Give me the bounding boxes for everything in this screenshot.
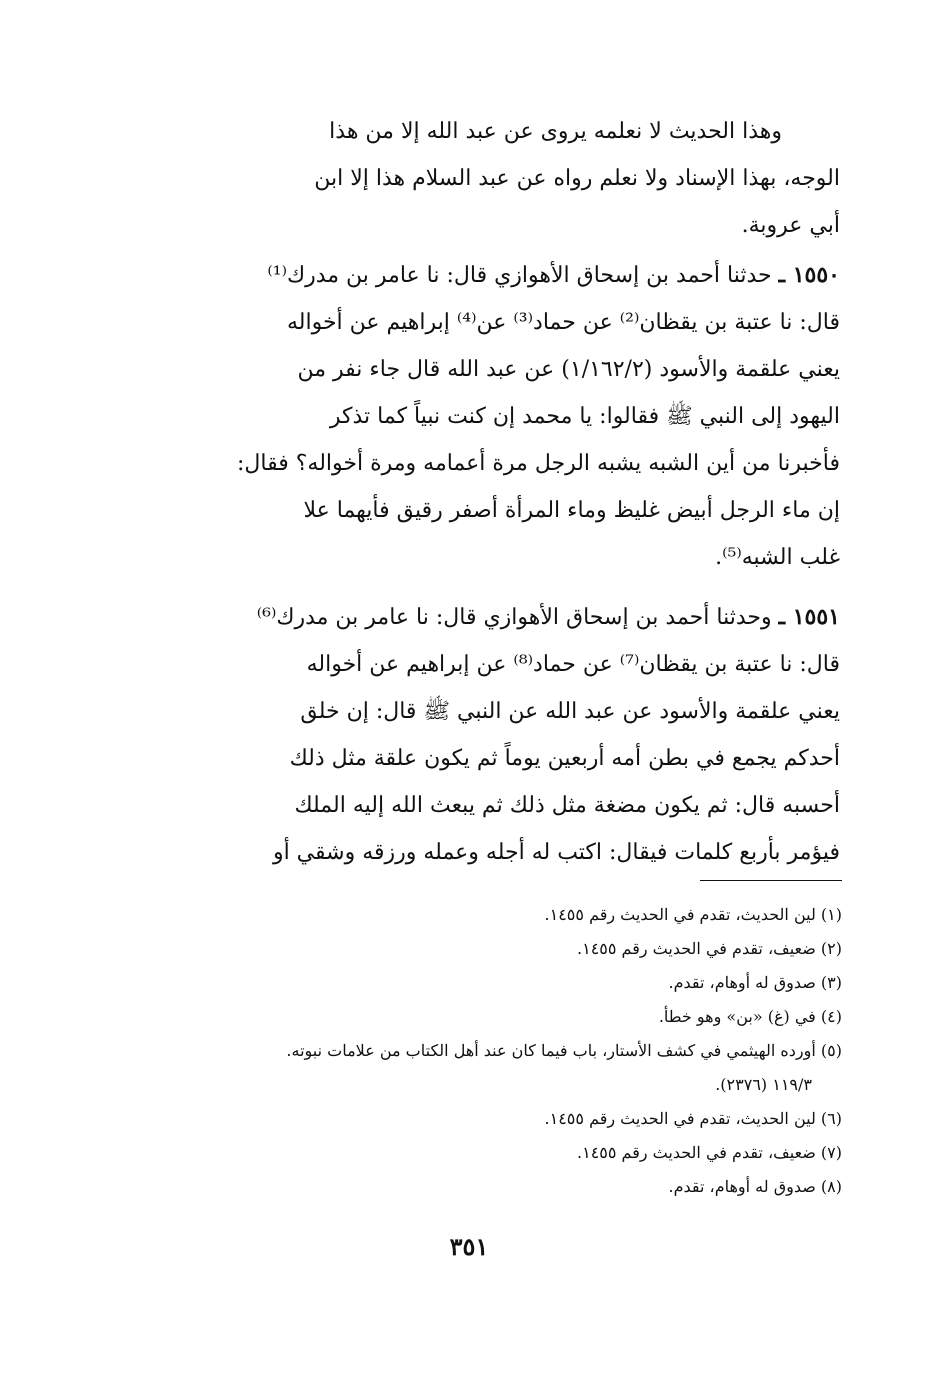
footnote: (٧) ضعيف، تقدم في الحديث رقم ١٤٥٥.: [577, 1143, 842, 1162]
body-line: يعني علقمة والأسود (١/١٦٢/٢) عن عبد الله قال جاء نفر من: [297, 357, 840, 382]
body-line: وهذا الحديث لا نعلمه يروى عن عبد الله إلا من هذا: [329, 119, 782, 144]
hadith-1551: [150, 594, 840, 876]
footnote: (٢) ضعيف، تقدم في الحديث رقم ١٤٥٥.: [577, 939, 842, 958]
body-line: قال: نا عتبة بن يقظان⁽⁷⁾ عن حماد⁽⁸⁾ عن إبراهيم عن أخواله: [306, 652, 840, 677]
hadith-number: ١٥٥١ ـ: [778, 604, 840, 630]
body-line: الوجه، بهذا الإسناد ولا نعلم رواه عن عبد السلام هذا إلا ابن: [314, 166, 840, 191]
body-line: أبي عروبة.: [741, 213, 840, 238]
body-line: يعني علقمة والأسود عن عبد الله عن النبي ﷺ قال: إن خلق: [300, 699, 840, 724]
hadith-1550: [150, 252, 840, 581]
footnote: (٣) صدوق له أوهام، تقدم.: [668, 973, 842, 992]
body-line: أحدكم يجمع في بطن أمه أربعين يوماً ثم يكون علقة مثل ذلك: [289, 746, 840, 771]
hadith-first-line: [150, 252, 840, 299]
hadith-number: ١٥٥٠ ـ: [778, 262, 840, 288]
body-line: إن ماء الرجل أبيض غليظ وماء المرأة أصفر رقيق فأيهما علا: [303, 498, 840, 523]
intro-paragraph: [150, 108, 840, 249]
footnote: (٨) صدوق له أوهام، تقدم.: [668, 1177, 842, 1196]
body-line: وحدثنا أحمد بن إسحاق الأهوازي قال: نا عامر بن مدرك⁽⁶⁾: [256, 605, 772, 630]
footnote-divider: [700, 880, 842, 881]
hadith-first-line: [150, 594, 840, 641]
body-line: حدثنا أحمد بن إسحاق الأهوازي قال: نا عامر بن مدرك⁽¹⁾: [267, 263, 772, 288]
body-line: قال: نا عتبة بن يقظان⁽²⁾ عن حماد⁽³⁾ عن⁽⁴⁾ إبراهيم عن أخواله: [286, 310, 840, 335]
body-line: غلب الشبه⁽⁵⁾.: [715, 545, 840, 570]
body-line: اليهود إلى النبي ﷺ فقالوا: يا محمد إن كنت نبياً كما تذكر: [329, 404, 840, 429]
body-line: فيؤمر بأربع كلمات فيقال: اكتب له أجله وعمله ورزقه وشقي أو: [272, 840, 840, 865]
footnote: (٦) لين الحديث، تقدم في الحديث رقم ١٤٥٥.: [544, 1109, 842, 1128]
footnote: (٤) في (غ) «بن» وهو خطأ.: [658, 1007, 842, 1026]
page-number: ٣٥١: [449, 1232, 489, 1261]
body-line: فأخبرنا من أين الشبه يشبه الرجل مرة أعمامه ومرة أخواله؟ فقال:: [236, 451, 840, 476]
footnote: (٥) أورده الهيثمي في كشف الأستار، باب فيما كان عند أهل الكتاب من علامات نبوته.: [286, 1041, 842, 1060]
footnote-continuation: ١١٩/٣ (٢٣٧٦).: [715, 1075, 812, 1094]
footnotes: [140, 898, 842, 1204]
body-line: أحسبه قال: ثم يكون مضغة مثل ذلك ثم يبعث الله إليه الملك: [294, 793, 840, 818]
footnote: (١) لين الحديث، تقدم في الحديث رقم ١٤٥٥.: [544, 905, 842, 924]
